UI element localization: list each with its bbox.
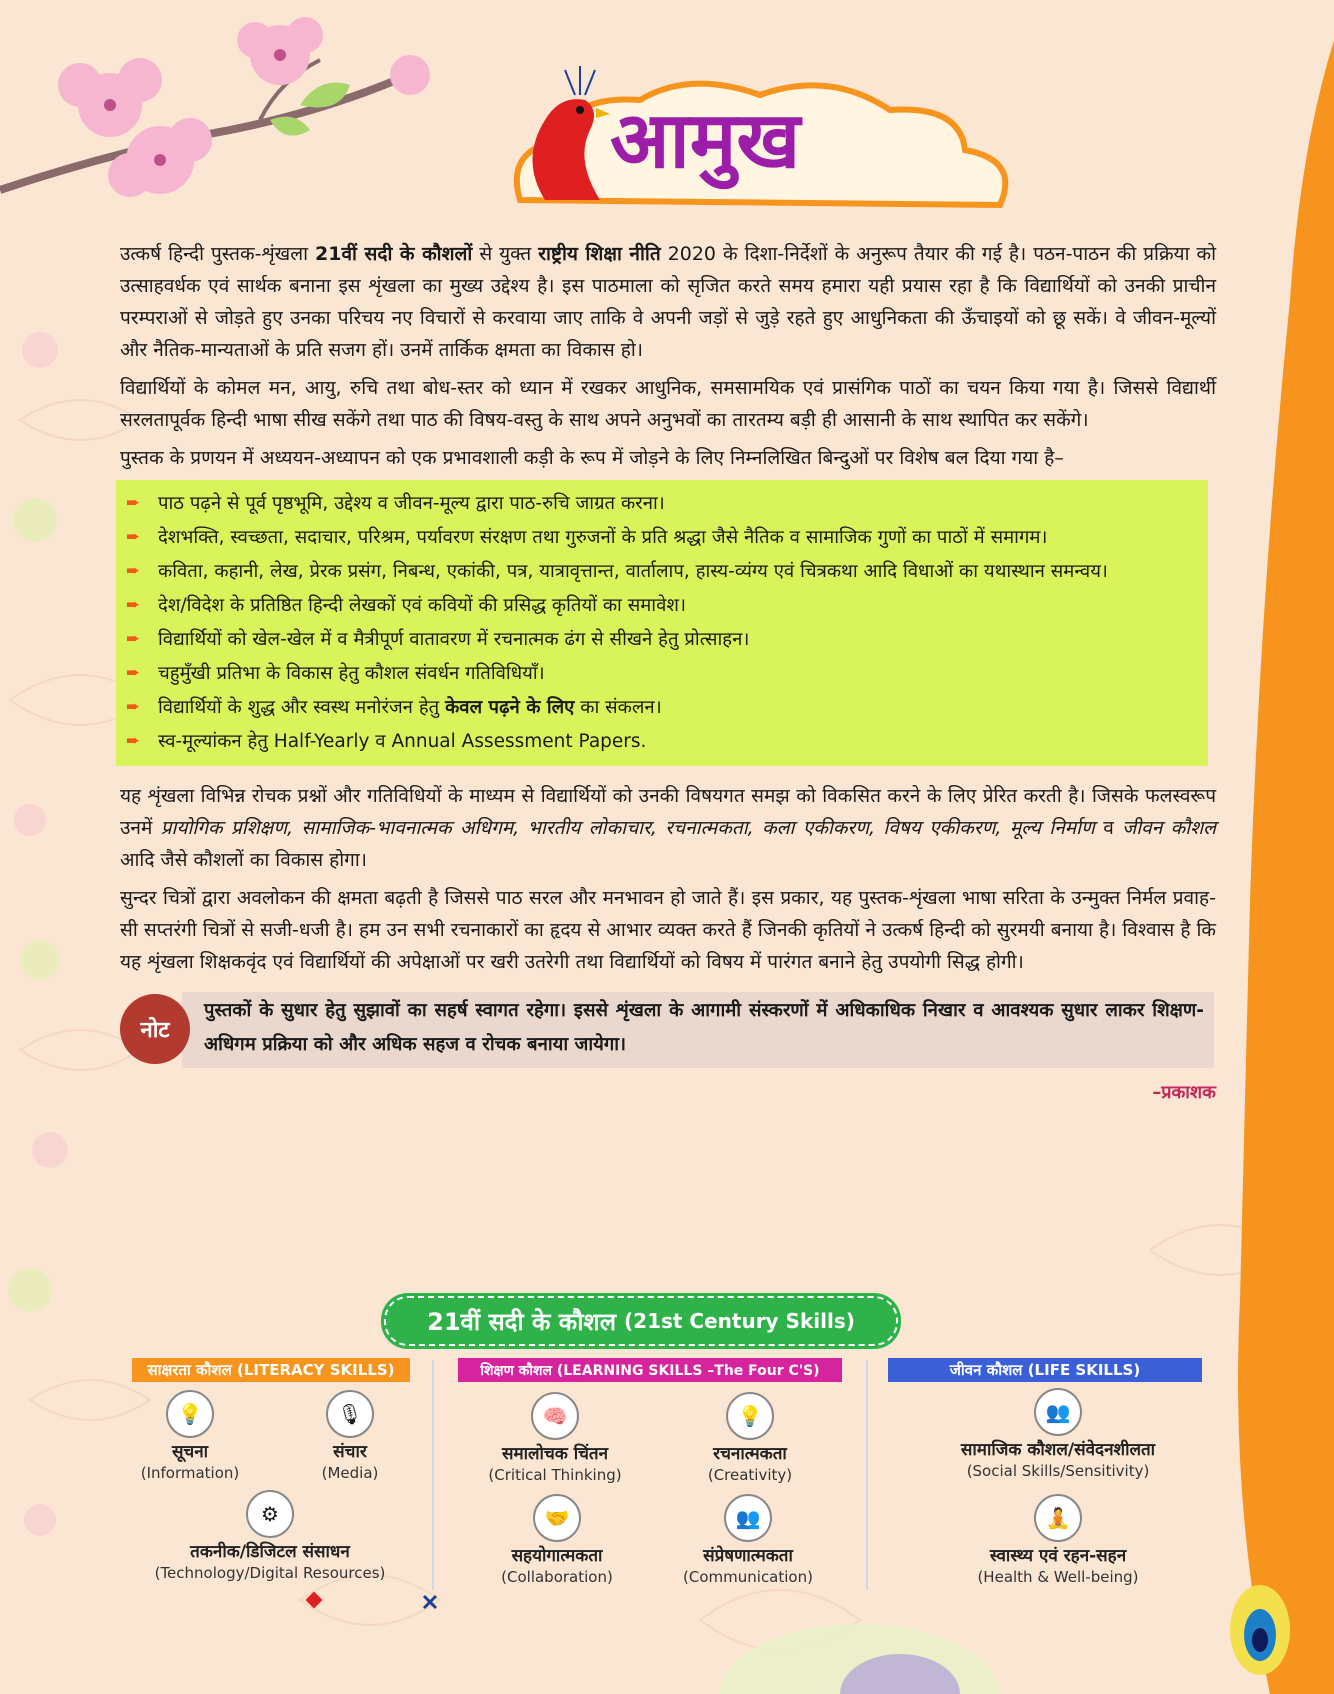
category-life: जीवन कौशल (LIFE SKILLS)	[888, 1358, 1202, 1382]
bullet-point	[126, 590, 1200, 621]
category-literacy: साक्षरता कौशल (LITERACY SKILLS)	[132, 1358, 410, 1382]
pointing-hand-icon: ➨	[126, 629, 141, 649]
pointing-hand-icon: ➨	[126, 561, 141, 581]
skills-title: 21वीं सदी के कौशल (21st Century Skills)	[384, 1296, 898, 1346]
peacock-feather-icon	[1230, 1585, 1290, 1675]
bullet-point	[126, 624, 1200, 655]
cherry-blossom-branch	[0, 17, 430, 197]
paragraph-gratitude: सुन्दर चित्रों द्वारा अवलोकन की क्षमता बढ़ती है जिससे पाठ सरल और मनभावन हो जाते हैं। इस प्रकार, यह पुस्तक-शृंखला भाषा सरिता के उन्मुक्त निर्मल प्रवाह-सी सप्तरंगी चित्रों से सजी-धजी है। हम उन सभी रचनाकारों का हृदय से आभार व्यक्त करते हैं जिनकी कृतियों ने उत्कर्ष हिन्दी को सुरमयी बनाया है। विश्वास है कि यह शृंखला शिक्षकवृंद एवं विद्यार्थियों की अपेक्षाओं पर खरी उतरेगी तथा विद्यार्थियों को विषय में पारंगत बनाने हेतु उपयोगी सिद्ध होगी।	[120, 887, 1216, 973]
bullet-point	[126, 556, 1200, 587]
paragraph-selection: विद्यार्थियों के कोमल मन, आयु, रुचि तथा बोध-स्तर को ध्यान में रखकर आधुनिक, समसामयिक एवं प्रासंगिक पाठों का चयन किया गया है। जिससे विद्यार्थी सरलतापूर्वक हिन्दी भाषा सीख सकेंगे तथा पाठ की विषय-वस्तु के साथ अपने अनुभवों का तारतम्य बड़ी ही आसानी के साथ स्थापित कर सकेंगे।	[120, 377, 1216, 431]
bullet-text: देशभक्ति, स्वच्छता, सदाचार, परिश्रम, पर्यावरण संरक्षण तथा गुरुजनों के प्रति श्रद्धा जैसे नैतिक व सामाजिक गुणों का पाठों में समागम।	[158, 527, 1048, 548]
bullet-point	[126, 726, 1200, 757]
skill-social: 👥 सामाजिक कौशल/संवेदनशीलता (Social Skills/Sensitivity)	[948, 1388, 1168, 1481]
note-badge: नोट	[120, 994, 190, 1064]
pointing-hand-icon: ➨	[126, 527, 141, 547]
bulb-icon: 💡	[726, 1392, 774, 1440]
bullet-text: विद्यार्थियों को खेल-खेल में व मैत्रीपूर्ण वातावरण में रचनात्मक ढंग से सीखने हेतु प्रोत्साहन।	[158, 629, 750, 650]
paragraph-points-intro: पुस्तक के प्रणयन में अध्ययन-अध्यापन को एक प्रभावशाली कड़ी के रूप में जोड़ने के लिए निम्नलिखित बिन्दुओं पर विशेष बल दिया गया है–	[120, 447, 1064, 469]
bullet-text: पाठ पढ़ने से पूर्व पृष्ठभूमि, उद्देश्य व जीवन-मूल्य द्वारा पाठ-रुचि जाग्रत करना।	[158, 493, 665, 514]
content	[120, 238, 1217, 1103]
skill-communication: 👥 संप्रेषणात्मकता (Communication)	[678, 1494, 818, 1587]
gear-circuit-icon: ⚙	[246, 1490, 294, 1538]
pointing-hand-icon: ➨	[126, 595, 141, 615]
bullet-point	[126, 522, 1200, 553]
skill-technology: ⚙ तकनीक/डिजिटल संसाधन (Technology/Digital Resources)	[140, 1490, 400, 1583]
pointing-hand-icon: ➨	[126, 731, 141, 751]
skill-health: 🧘 स्वास्थ्य एवं रहन-सहन (Health & Well-being)	[968, 1494, 1148, 1587]
bullet-point	[126, 692, 1200, 723]
decorative-marks	[302, 1588, 442, 1618]
lightbulb-book-icon: 💡	[166, 1390, 214, 1438]
pointing-hand-icon: ➨	[126, 663, 141, 683]
orange-side-band	[1238, 40, 1334, 1694]
category-learning: शिक्षण कौशल (LEARNING SKILLS –The Four C'S)	[458, 1358, 842, 1382]
divider-1	[432, 1360, 434, 1590]
key-points-box	[116, 480, 1208, 766]
skill-creativity: 💡 रचनात्मकता (Creativity)	[690, 1392, 810, 1485]
pointing-hand-icon: ➨	[126, 493, 141, 513]
title-area	[470, 68, 1020, 218]
meditation-icon: 🧘	[1034, 1494, 1082, 1542]
skill-information: 💡 सूचना (Information)	[132, 1390, 248, 1483]
note-text: पुस्तकों के सुधार हेतु सुझावों का सहर्ष स्वागत रहेगा। इससे शृंखला के आगामी संस्करणों में अधिकाधिक निखार व आवश्यक सुधार लाकर शिक्षण-अधिगम प्रक्रिया को और अधिक सहज व रोचक बनाया जायेगा।	[204, 1000, 1204, 1055]
skill-media: 🎙 संचार (Media)	[300, 1390, 400, 1483]
bullet-text: देश/विदेश के प्रतिष्ठित हिन्दी लेखकों एवं कवियों की प्रसिद्ध कृतियों का समावेश।	[158, 595, 686, 616]
people-icon: 👥	[724, 1494, 772, 1542]
microphone-icon: 🎙	[326, 1390, 374, 1438]
bullet-text: चहुमुँखी प्रतिभा के विकास हेतु कौशल संवर्धन गतिविधियाँ।	[158, 663, 545, 684]
bullet-point	[126, 658, 1200, 689]
page-title: आमुख	[610, 95, 801, 186]
network-people-icon: 👥	[1034, 1388, 1082, 1436]
bullet-text: स्व-मूल्यांकन हेतु Half-Yearly व Annual Assessment Papers.	[158, 731, 647, 752]
bullet-point	[126, 488, 1200, 519]
paragraph-skills: यह शृंखला विभिन्न रोचक प्रश्नों और गतिविधियों के माध्यम से विद्यार्थियों को उनकी विषयगत समझ को विकसित करने के लिए प्रेरित करती है। जिसके फलस्वरूप उनमें प्रायोगिक प्रशिक्षण, सामाजिक-भावनात्मक अधिगम, भारतीय लोकाचार, रचनात्मकता, कला एकीकरण, विषय एकीकरण, मूल्य निर्माण व जीवन कौशल आदि जैसे कौशलों का विकास होगा।	[120, 785, 1216, 871]
paragraph-intro: उत्कर्ष हिन्दी पुस्तक-शृंखला 21वीं सदी के कौशलों से युक्त राष्ट्रीय शिक्षा नीति 2020 के दिशा-निर्देशों के अनुरूप तैयार की गई है। पठन-पाठन की प्रक्रिया को उत्साहवर्धक एवं सार्थक बनाना इस शृंखला का मुख्य उद्देश्य है। इस पाठमाला को सृजित करते समय हमारा यही प्रयास रहा है कि विद्यार्थियों को उनकी प्राचीन परम्पराओं से जोड़ते हुए उनका परिचय नए विचारों से करवाया जाए ताकि वे अपनी जड़ों से जुड़े रहते हुए आधुनिकता की ऊँचाइयों को छू सकें। वे जीवन-मूल्यों और नैतिक-मान्यताओं के प्रति सजग हों। उनमें तार्किक क्षमता का विकास हो।	[120, 243, 1217, 361]
skill-collaboration: 🤝 सहयोगात्मकता (Collaboration)	[492, 1494, 622, 1587]
skill-critical-thinking: 🧠 समालोचक चिंतन (Critical Thinking)	[480, 1392, 630, 1485]
handshake-icon: 🤝	[533, 1494, 581, 1542]
bullet-text: विद्यार्थियों के शुद्ध और स्वस्थ मनोरंजन हेतु केवल पढ़ने के लिए का संकलन।	[158, 697, 662, 718]
brain-head-icon: 🧠	[531, 1392, 579, 1440]
publisher-signature: –प्रकाशक	[1152, 1082, 1216, 1103]
divider-2	[866, 1360, 868, 1590]
pointing-hand-icon: ➨	[126, 697, 141, 717]
note-section	[120, 988, 1216, 1103]
bullet-text: कविता, कहानी, लेख, प्रेरक प्रसंग, निबन्ध, एकांकी, पत्र, यात्रावृत्तान्त, वार्तालाप, हास्य-व्यंग्य एवं चित्रकथा आदि विधाओं का यथास्थान समन्वय।	[158, 561, 1108, 582]
